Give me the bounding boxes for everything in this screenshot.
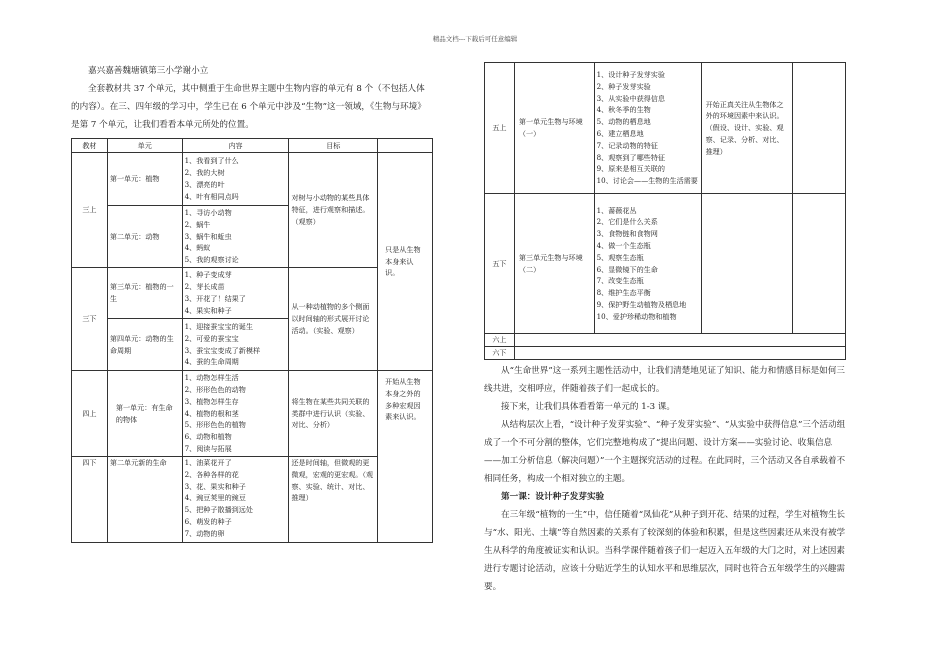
goal-cell: 对树与小动物的某些具体特征，进行观察和描述。（观察） xyxy=(289,153,378,268)
content-item: 5、把种子散播到远处 xyxy=(184,505,253,515)
unit-cell: 第一单元生物与环境（一） xyxy=(514,63,594,194)
content-item: 4、果实和种子 xyxy=(184,305,232,315)
unit-cell: 第二单元新的生命 xyxy=(107,457,182,543)
content-item: 2、芽长成苗 xyxy=(184,282,225,292)
content-item: 4、蚕的生命周期 xyxy=(184,357,239,367)
content-item: 3、漂亮的叶 xyxy=(184,180,225,189)
intro-paragraph: 全套教材共 37 个单元，其中侧重于生命世界主题中生物内容的单元有 8 个（不包括人体的内容）。在三、四年级的学习中，学生已在 6 个单元中涉及“生物”这一领域，《生物与环境》是第 7 个单元，让我们看看本单元所处的位置。 xyxy=(71,84,426,130)
content-item: 3、植物怎样生存 xyxy=(184,396,239,406)
grade-cell: 四上 xyxy=(72,371,108,457)
content-item: 8、观察到了哪些特征 xyxy=(596,152,665,162)
content-item: 10、讨论会——生物的生活需要 xyxy=(596,176,698,186)
content-item: 3、从实验中获得信息 xyxy=(596,93,665,103)
body-paragraph: 从结构层次上看，“设计种子发芽实验”、“种子发芽实验”、“从实验中获得信息”三个活动组成了一个不可分割的整体，它们完整地构成了“提出问题、设计方案——实验讨论、收集信息——加工分析信息（解决问题）”一个主题探究活动的过程。在此同时，三个活动又各自承载着不相同任务，构成一个相对独立的主题。 xyxy=(484,419,846,484)
left-column xyxy=(71,62,433,543)
note-cell: 只是从生物本身来认识。 xyxy=(378,153,433,371)
content-item: 6、萌发的种子 xyxy=(184,516,232,526)
content-item: 7、记录动物的特征 xyxy=(596,140,658,150)
grade-cell: 三上 xyxy=(72,153,108,268)
content-item: 7、改变生态瓶 xyxy=(596,276,644,286)
content-item: 2、蜗牛 xyxy=(184,219,211,229)
content-item: 1、迎接蚕宝宝的诞生 xyxy=(184,321,253,331)
content-item: 3、开花了！结果了 xyxy=(184,294,246,303)
content-item: 9、原来是相互关联的 xyxy=(596,164,665,174)
content-cell xyxy=(182,206,289,268)
body-paragraph: 在三年级“植物的一生”中，信任随着“凤仙花”从种子到开花、结果的过程，学生对植物生长与“水、阳光、土壤”等自然因素的关系有了较深刻的体验和积累，但是这些因素还从来没有被学生从科学的角度被证实和认识。当科学课伴随着孩子们一起迈入五年级的大门之时，对上述因素进行专题讨论活动，应该十分贴近学生的认知水平和思维层次，同时也符合五年级学生的兴趣需要。 xyxy=(484,509,846,592)
goal-cell: 开始正真关注从生物体之外的环境因素中来认识。（假设、设计、实验、观察、记录、分析、对比、推理） xyxy=(701,63,793,194)
header-goal: 目标 xyxy=(289,139,378,153)
blank-cell xyxy=(793,194,846,334)
header-note: 精品文档---下载后可任意编辑 xyxy=(432,35,518,43)
note-cell: 开始从生物本身之外的多种宏观因素来认识。 xyxy=(378,371,433,543)
content-item: 2、形形色色的动物 xyxy=(184,385,246,394)
content-item: 1、设计种子发芽实验 xyxy=(596,70,665,80)
blank-cell xyxy=(793,63,846,194)
content-item: 1、种子变成芽 xyxy=(184,270,232,280)
unit-cell: 第四单元：动物的生命周期 xyxy=(107,319,182,371)
unit-cell: 第二单元：动物 xyxy=(107,206,182,268)
content-item: 1、寻访小动物 xyxy=(184,208,232,217)
curriculum-table-continued xyxy=(484,62,846,360)
content-item: 4、秋冬季的生物 xyxy=(596,105,651,115)
content-item: 3、食物链和食物网 xyxy=(596,229,658,239)
content-cell xyxy=(594,194,701,334)
content-item: 9、保护野生动植物及栖息地 xyxy=(596,299,687,309)
body-paragraph: 从“生命世界”这一系列主题性活动中，让我们清楚地见证了知识、能力和情感目标是如何三线共进，交相呼应，伴随着孩子们一起成长的。 xyxy=(484,365,845,394)
author-line: 嘉兴嘉善魏塘镇第三小学谢小立 xyxy=(88,66,209,76)
blank-cell xyxy=(514,346,845,359)
header-content: 内容 xyxy=(182,139,289,153)
content-item: 1、我看到了什么 xyxy=(184,156,239,166)
grade-cell: 四下 xyxy=(72,457,108,543)
content-item: 2、我的大树 xyxy=(184,168,225,178)
grade-cell: 五下 xyxy=(485,194,515,334)
content-cell xyxy=(182,268,289,319)
lesson-title: 第一课：设计种子发芽实验 xyxy=(501,491,605,502)
content-item: 3、蜗牛和蚯虫 xyxy=(184,231,232,241)
grade-cell: 三下 xyxy=(72,268,108,371)
content-item: 4、做一个生态瓶 xyxy=(596,240,651,250)
body-paragraph: 接下来，让我们具体看看第一单元的 1-3 课。 xyxy=(501,401,675,412)
unit-cell: 第一单元：植物 xyxy=(107,153,182,206)
content-item: 6、建立栖息地 xyxy=(596,129,644,138)
content-item: 6、动物和植物 xyxy=(184,432,232,442)
content-item: 4、植物的根和茎 xyxy=(184,408,239,418)
grade-cell: 六上 xyxy=(485,334,515,347)
content-item: 5、形形色色的植物 xyxy=(184,420,246,430)
content-item: 6、显微镜下的生命 xyxy=(596,264,658,274)
content-item: 1、动物怎样生活 xyxy=(184,373,239,383)
goal-cell xyxy=(701,194,793,334)
content-item: 1、蔷薇花丛 xyxy=(596,205,637,215)
goal-cell: 将生物在某些共同关联的类群中进行认识（实验、对比、分析） xyxy=(289,371,378,457)
content-item: 2、各种各样的花 xyxy=(184,469,239,479)
content-item: 2、可爱的蚕宝宝 xyxy=(184,333,239,343)
content-cell xyxy=(182,371,289,457)
header-unit: 单元 xyxy=(107,139,182,153)
unit-cell: 第一单元：有生命的物体 xyxy=(107,371,182,457)
header-blank xyxy=(378,139,433,153)
goal-cell: 从一种动植物的多个侧面以时间轴的形式展开讨论活动。（实验、观察） xyxy=(289,268,378,371)
content-item: 10、爱护珍稀动物和植物 xyxy=(596,311,677,321)
content-item: 3、蚕宝宝变成了新模样 xyxy=(184,345,261,355)
content-item: 2、种子发芽实验 xyxy=(596,81,651,91)
content-item: 7、动物的卵 xyxy=(184,528,225,538)
content-cell xyxy=(182,319,289,371)
grade-cell: 五上 xyxy=(485,63,515,194)
curriculum-table xyxy=(71,138,433,543)
content-cell xyxy=(182,153,289,206)
right-column xyxy=(484,62,846,596)
content-item: 8、维护生态平衡 xyxy=(596,288,651,298)
content-item: 7、阅读与拓展 xyxy=(184,443,232,453)
header-textbook: 教材 xyxy=(72,139,108,153)
content-item: 5、我的观察讨论 xyxy=(184,255,239,265)
content-item: 5、动物的栖息地 xyxy=(596,117,651,127)
blank-cell xyxy=(514,334,845,347)
content-item: 4、蚂蚁 xyxy=(184,243,211,253)
content-item: 4、叶有相同点吗 xyxy=(184,191,239,201)
unit-cell: 第三单元：植物的一生 xyxy=(107,268,182,319)
content-item: 2、它们是什么关系 xyxy=(596,217,658,227)
content-item: 4、豌豆荚里的豌豆 xyxy=(184,493,246,503)
content-item: 5、观察生态瓶 xyxy=(596,252,644,262)
content-cell xyxy=(182,457,289,543)
content-cell xyxy=(594,63,701,194)
content-item: 1、油菜花开了 xyxy=(184,458,232,467)
content-item: 3、花、果实和种子 xyxy=(184,481,246,491)
grade-cell: 六下 xyxy=(485,346,515,359)
goal-cell: 还是时间轴，但微观的更微观，宏观的更宏观。（观察、实验、统计、对比、推理） xyxy=(289,457,378,543)
unit-cell: 第三单元生物与环境（二） xyxy=(514,194,594,334)
